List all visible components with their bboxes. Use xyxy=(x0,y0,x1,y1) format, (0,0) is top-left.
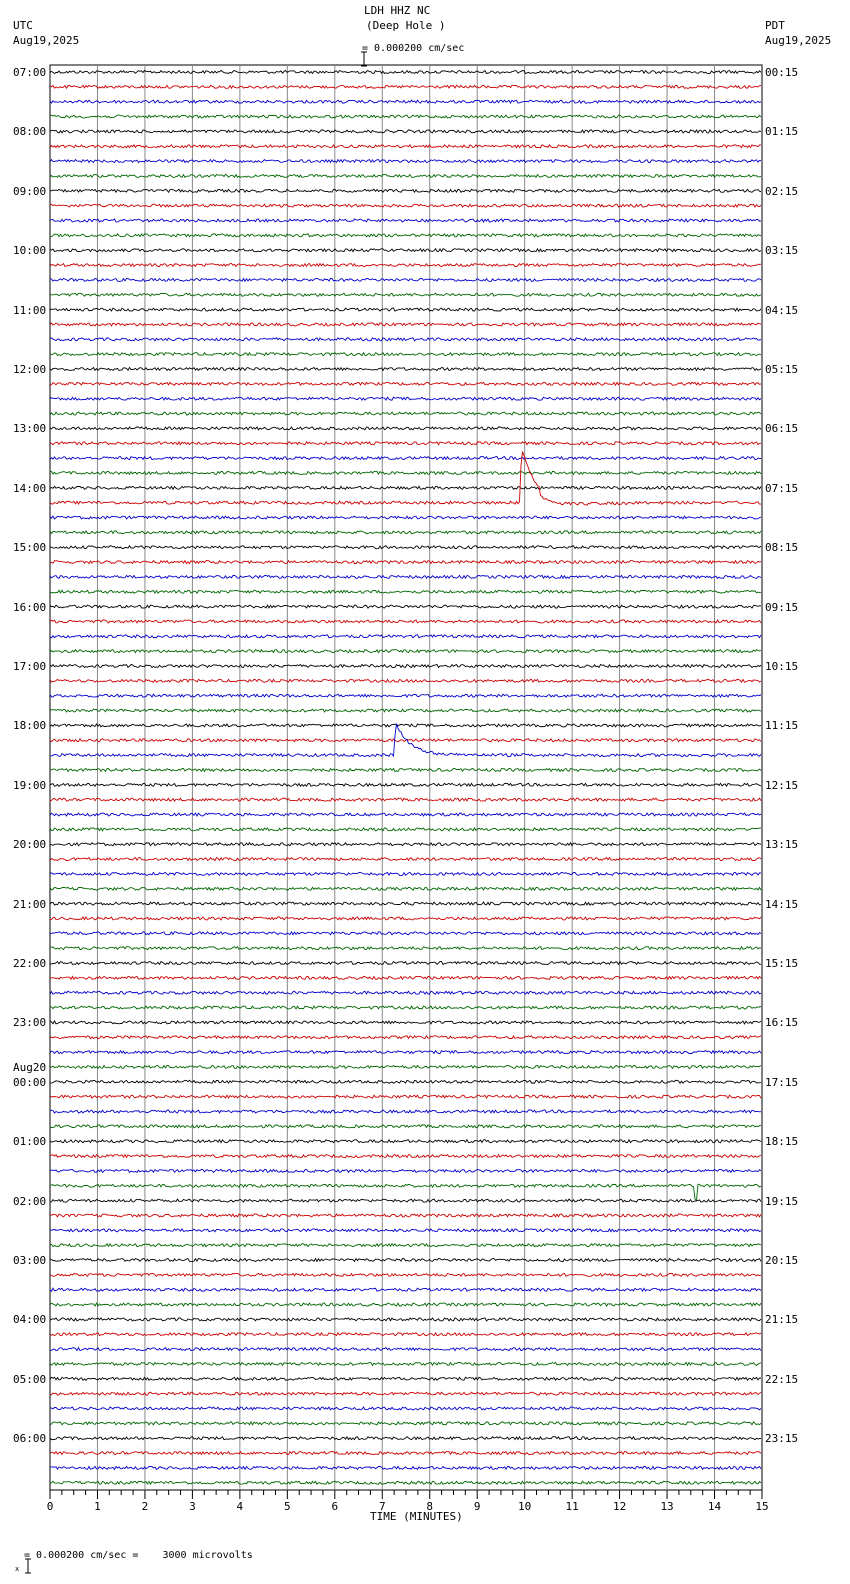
left-hour-label: 18:00 xyxy=(13,719,47,733)
trace-line xyxy=(50,130,761,133)
trace-line xyxy=(50,442,761,445)
trace-line xyxy=(50,85,761,88)
trace-line xyxy=(50,1080,761,1083)
left-hour-label: 14:00 xyxy=(13,481,47,495)
x-tick-label: 9 xyxy=(473,1500,481,1513)
x-tick-label: 10 xyxy=(518,1500,532,1513)
trace-line xyxy=(50,264,761,267)
trace-line xyxy=(50,1169,761,1172)
trace-line xyxy=(50,1184,761,1200)
trace-line xyxy=(50,828,761,831)
left-timezone: UTC xyxy=(13,19,33,32)
x-tick-label: 11 xyxy=(565,1500,579,1513)
right-hour-label: 03:15 xyxy=(765,244,799,258)
trace-line xyxy=(50,1437,761,1440)
trace-line xyxy=(50,843,761,846)
trace-line xyxy=(50,531,761,534)
date-change-label: Aug20 xyxy=(13,1061,47,1074)
trace-line xyxy=(50,516,761,519)
right-hour-label: 19:15 xyxy=(765,1194,799,1208)
trace-line xyxy=(50,1452,761,1455)
trace-line xyxy=(50,234,761,237)
trace-line xyxy=(50,1110,761,1113)
right-hour-label: 22:15 xyxy=(765,1372,799,1386)
trace-line xyxy=(50,991,761,994)
x-tick-label: 2 xyxy=(141,1500,149,1513)
right-hour-label: 17:15 xyxy=(765,1075,799,1089)
x-tick-label: 4 xyxy=(236,1500,244,1513)
right-timezone: PDT xyxy=(765,19,785,32)
left-hour-label: 09:00 xyxy=(13,184,47,198)
right-date: Aug19,2025 xyxy=(765,34,832,47)
left-hour-label: 12:00 xyxy=(13,363,47,376)
right-hour-label: 10:15 xyxy=(765,660,799,673)
trace-group xyxy=(50,71,761,1485)
x-tick-label: 14 xyxy=(707,1500,722,1513)
right-hour-label: 14:15 xyxy=(765,897,799,911)
trace-line xyxy=(50,189,761,192)
trace-line xyxy=(50,635,761,638)
right-hour-label: 23:15 xyxy=(765,1432,799,1446)
right-hour-label: 11:15 xyxy=(765,719,799,733)
x-tick-label: 3 xyxy=(189,1500,196,1513)
right-hour-label: 00:15 xyxy=(765,66,799,79)
trace-line xyxy=(50,1348,761,1351)
trace-line xyxy=(50,590,761,593)
right-hour-label: 01:15 xyxy=(765,125,799,139)
left-hour-label: 10:00 xyxy=(13,244,47,258)
trace-line xyxy=(50,1392,761,1395)
trace-line xyxy=(50,1066,761,1069)
trace-line xyxy=(50,323,761,326)
left-hour-label: 02:00 xyxy=(13,1194,47,1208)
trace-line xyxy=(50,1363,761,1366)
left-hour-label: 05:00 xyxy=(13,1372,47,1386)
scale-text: = 0.000200 cm/sec xyxy=(362,43,465,54)
trace-line xyxy=(50,1318,761,1321)
trace-line xyxy=(50,160,761,163)
trace-line xyxy=(50,1288,761,1291)
x-tick-label: 7 xyxy=(378,1500,386,1513)
trace-line xyxy=(50,561,761,564)
trace-line xyxy=(50,397,761,400)
left-hour-label: 23:00 xyxy=(13,1016,47,1030)
trace-line xyxy=(50,1466,761,1469)
trace-line xyxy=(50,1377,761,1380)
trace-line xyxy=(50,1021,761,1024)
trace-line xyxy=(50,115,761,118)
trace-line xyxy=(50,605,761,608)
footer-scale-text: = 0.000200 cm/sec = 3000 microvolts xyxy=(24,1550,253,1561)
left-hour-label: 07:00 xyxy=(13,66,47,79)
trace-line xyxy=(50,100,761,103)
trace-line xyxy=(50,353,761,356)
left-date: Aug19,2025 xyxy=(13,34,80,47)
trace-line xyxy=(50,917,761,920)
trace-line xyxy=(50,932,761,935)
left-hour-label: 03:00 xyxy=(13,1254,47,1267)
station-title: LDH HHZ NC xyxy=(364,4,431,17)
trace-line xyxy=(50,724,761,727)
trace-line xyxy=(50,249,761,252)
left-hour-label: 08:00 xyxy=(13,125,47,139)
trace-line xyxy=(50,813,761,816)
trace-line xyxy=(50,1422,761,1425)
trace-line xyxy=(50,679,761,682)
right-hour-label: 08:15 xyxy=(765,541,799,555)
left-hour-label: 04:00 xyxy=(13,1313,47,1327)
trace-line xyxy=(50,1259,761,1262)
x-tick-label: 13 xyxy=(660,1500,674,1513)
trace-line xyxy=(50,1199,761,1202)
trace-line xyxy=(50,694,761,697)
trace-line xyxy=(50,1006,761,1009)
right-hour-label: 07:15 xyxy=(765,481,799,495)
trace-line xyxy=(50,278,761,281)
x-tick-label: 12 xyxy=(612,1500,627,1513)
trace-line xyxy=(50,947,761,950)
right-hour-label: 04:15 xyxy=(765,303,799,317)
station-location: (Deep Hole ) xyxy=(366,19,446,32)
right-hour-label: 12:15 xyxy=(765,778,799,792)
right-hour-label: 16:15 xyxy=(765,1016,799,1030)
trace-line xyxy=(50,783,761,786)
left-hour-label: 19:00 xyxy=(13,778,47,792)
trace-line xyxy=(50,650,761,653)
trace-line xyxy=(50,1095,761,1098)
trace-line xyxy=(50,709,761,712)
trace-line xyxy=(50,620,761,623)
x-axis-label: TIME (MINUTES) xyxy=(370,1510,463,1523)
trace-line xyxy=(50,665,761,668)
right-hour-label: 06:15 xyxy=(765,422,799,436)
left-hour-label: 13:00 xyxy=(13,422,47,436)
trace-line xyxy=(50,1407,761,1410)
trace-line xyxy=(50,1051,761,1054)
trace-line xyxy=(50,308,761,311)
trace-line xyxy=(50,1214,761,1217)
x-tick-label: 0 xyxy=(46,1500,54,1513)
x-tick-label: 15 xyxy=(755,1500,769,1513)
trace-line xyxy=(50,382,761,385)
trace-line xyxy=(50,486,761,489)
left-hour-label: 21:00 xyxy=(13,897,47,911)
left-hour-label: 00:00 xyxy=(13,1075,47,1089)
trace-line xyxy=(50,976,761,979)
right-hour-label: 15:15 xyxy=(765,957,799,970)
left-hour-label: 06:00 xyxy=(13,1432,47,1446)
left-hour-label: 16:00 xyxy=(13,600,47,614)
x-tick-label: 8 xyxy=(426,1500,434,1513)
x-tick-label: 6 xyxy=(331,1500,339,1513)
trace-line xyxy=(50,368,761,371)
trace-line xyxy=(50,457,761,460)
left-hour-label: 17:00 xyxy=(13,660,47,673)
trace-line xyxy=(50,798,761,801)
right-hour-label: 21:15 xyxy=(765,1313,799,1327)
trace-line xyxy=(50,1036,761,1039)
x-tick-label: 5 xyxy=(284,1500,291,1513)
right-hour-label: 20:15 xyxy=(765,1254,799,1267)
left-hour-label: 15:00 xyxy=(13,541,47,555)
right-hour-label: 18:15 xyxy=(765,1135,799,1149)
left-hour-label: 01:00 xyxy=(13,1135,47,1149)
trace-line xyxy=(50,1244,761,1247)
x-tick-label: 1 xyxy=(94,1500,101,1513)
trace-line xyxy=(50,575,761,578)
trace-line xyxy=(50,1229,761,1232)
trace-line xyxy=(50,887,761,890)
trace-line xyxy=(50,71,761,74)
trace-line xyxy=(50,769,761,772)
trace-line xyxy=(50,1333,761,1336)
trace-line xyxy=(50,293,761,296)
trace-line xyxy=(50,1155,761,1158)
trace-line xyxy=(50,175,761,178)
trace-line xyxy=(50,412,761,415)
scale-bar-icon xyxy=(347,38,355,54)
left-hour-label: 11:00 xyxy=(13,303,47,317)
trace-line xyxy=(50,962,761,965)
trace-line xyxy=(50,872,761,875)
trace-line xyxy=(50,858,761,861)
trace-line xyxy=(50,472,761,475)
trace-line xyxy=(50,338,761,341)
trace-line xyxy=(50,1140,761,1143)
trace-line xyxy=(50,145,761,148)
trace-line xyxy=(50,546,761,549)
trace-line xyxy=(50,1273,761,1276)
trace-line xyxy=(50,427,761,430)
left-hour-label: 20:00 xyxy=(13,838,47,852)
trace-line xyxy=(50,1125,761,1128)
trace-line xyxy=(50,204,761,207)
trace-line xyxy=(50,1481,761,1484)
trace-line xyxy=(50,902,761,905)
right-hour-label: 05:15 xyxy=(765,363,799,376)
footer-scale-icon xyxy=(2,1544,22,1573)
trace-line xyxy=(50,1303,761,1306)
svg-text:x: x xyxy=(15,1565,20,1573)
left-hour-label: 22:00 xyxy=(13,957,47,970)
right-hour-label: 13:15 xyxy=(765,838,799,852)
right-hour-label: 09:15 xyxy=(765,600,799,614)
trace-line xyxy=(50,219,761,222)
right-hour-label: 02:15 xyxy=(765,184,799,198)
